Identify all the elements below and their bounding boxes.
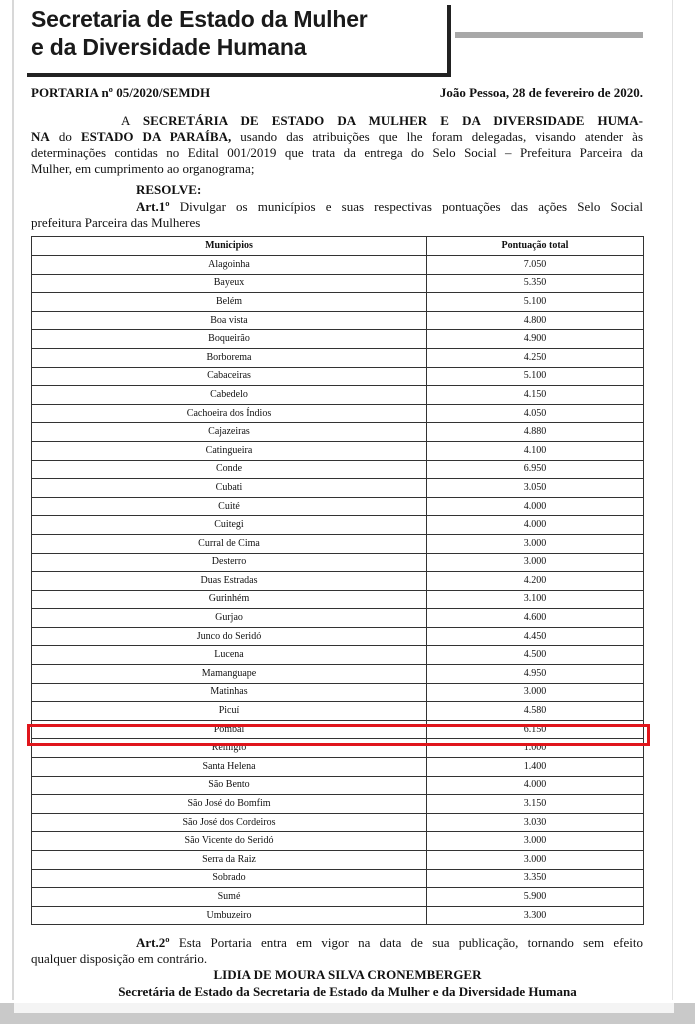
table-row xyxy=(32,832,644,851)
table-row xyxy=(32,795,644,814)
pontuacao-cell: 4.800 xyxy=(427,311,644,330)
municipio-cell: Cubati xyxy=(32,479,427,498)
municipio-cell: Santa Helena xyxy=(32,758,427,777)
municipio-cell: Cuitegi xyxy=(32,516,427,535)
pontuacao-cell: 3.000 xyxy=(427,851,644,870)
table-row xyxy=(32,386,644,405)
municipio-cell: Pombal xyxy=(32,720,427,739)
municipio-cell: Remigio xyxy=(32,739,427,758)
table-row xyxy=(32,479,644,498)
municipio-cell: Umbuzeiro xyxy=(32,906,427,925)
pontuacao-cell: 7.050 xyxy=(427,256,644,275)
pontuacao-cell: 5.350 xyxy=(427,274,644,293)
art1-line-2: prefeitura Parceira das Mulheres xyxy=(31,215,201,230)
table-header-row xyxy=(32,237,644,256)
pontuacao-cell: 4.900 xyxy=(427,330,644,349)
pontuacao-cell: 4.250 xyxy=(427,348,644,367)
pontuacao-cell: 4.000 xyxy=(427,516,644,535)
table-row xyxy=(32,869,644,888)
pontuacao-cell: 3.000 xyxy=(427,683,644,702)
portaria-number: PORTARIA nº 05/2020/SEMDH xyxy=(31,85,211,100)
table-row xyxy=(32,274,644,293)
municipio-cell: Boqueirão xyxy=(32,330,427,349)
pontuacao-cell: 3.350 xyxy=(427,869,644,888)
art1-line-1 xyxy=(31,199,643,215)
pontuacao-cell: 1.000 xyxy=(427,739,644,758)
municipio-cell: Cabedelo xyxy=(32,386,427,405)
pontuacao-cell: 3.000 xyxy=(427,534,644,553)
pontuacao-cell: 4.500 xyxy=(427,646,644,665)
municipio-cell: Cachoeira dos Índios xyxy=(32,404,427,423)
table-row xyxy=(32,534,644,553)
pontuacao-cell: 5.100 xyxy=(427,367,644,386)
art2-line-1 xyxy=(31,935,643,951)
pontuacao-cell: 4.000 xyxy=(427,776,644,795)
municipio-cell: Gurjao xyxy=(32,609,427,628)
municipio-cell: São Vicente do Seridó xyxy=(32,832,427,851)
table-row xyxy=(32,460,644,479)
pontuacao-cell: 4.950 xyxy=(427,665,644,684)
municipio-cell: Curral de Cima xyxy=(32,534,427,553)
table-row xyxy=(32,646,644,665)
intro-secretary-end: NA xyxy=(31,129,50,144)
pontuacao-cell: 4.150 xyxy=(427,386,644,405)
intro-line-1 xyxy=(31,113,643,129)
art2-text: Esta Portaria entra em vigor na data de sua publicação, tornando sem efeito xyxy=(169,935,643,950)
municipio-cell: Matinhas xyxy=(32,683,427,702)
art2-label: Art.2º xyxy=(136,935,170,950)
municipio-cell: Catingueira xyxy=(32,441,427,460)
table-row xyxy=(32,256,644,275)
municipio-cell: Bayeux xyxy=(32,274,427,293)
table-row xyxy=(32,776,644,795)
municipio-cell: Cajazeiras xyxy=(32,423,427,442)
municipio-cell: São Bento xyxy=(32,776,427,795)
municipio-cell: São José do Bomfim xyxy=(32,795,427,814)
pombal-highlight-box xyxy=(27,724,650,746)
signature-role: Secretária de Estado da Secretaria de Estado da Mulher e da Diversidade Humana xyxy=(118,984,577,999)
table-row xyxy=(32,627,644,646)
intro-text: A xyxy=(121,113,143,128)
municipio-cell: Gurinhém xyxy=(32,590,427,609)
table-row xyxy=(32,553,644,572)
municipio-cell: Boa vista xyxy=(32,311,427,330)
table-row xyxy=(32,702,644,721)
header-title xyxy=(31,5,451,61)
pontuacao-cell: 3.050 xyxy=(427,479,644,498)
table-row xyxy=(32,813,644,832)
resolve-heading: RESOLVE: xyxy=(136,182,202,197)
municipio-cell: Alagoinha xyxy=(32,256,427,275)
table-row xyxy=(32,758,644,777)
table-row xyxy=(32,609,644,628)
municipio-cell: Cuité xyxy=(32,497,427,516)
municipio-cell: Picuí xyxy=(32,702,427,721)
art1-label: Art.1º xyxy=(136,199,170,214)
intro-text: usando das atribuições que lhe foram delegadas, visando atender às xyxy=(231,129,644,144)
pontuacao-cell: 3.150 xyxy=(427,795,644,814)
header-title-line1: Secretaria de Estado da Mulher xyxy=(31,6,368,32)
municipio-cell: Serra da Raiz xyxy=(32,851,427,870)
art2-line-2: qualquer disposição em contrário. xyxy=(31,951,208,966)
art1-paragraph xyxy=(31,199,643,231)
table-row xyxy=(32,423,644,442)
signature-name: LIDIA DE MOURA SILVA CRONEMBERGER xyxy=(213,967,482,982)
intro-secretary: SECRETÁRIA DE ESTADO DA MULHER E DA DIVERSIDADE HUMA- xyxy=(142,113,644,128)
table-row xyxy=(32,516,644,535)
pontuacao-cell: 3.000 xyxy=(427,832,644,851)
table-row xyxy=(32,906,644,925)
pontuacao-cell: 4.100 xyxy=(427,441,644,460)
table-row xyxy=(32,311,644,330)
municipio-cell: Mamanguape xyxy=(32,665,427,684)
table-row xyxy=(32,348,644,367)
table-row xyxy=(32,293,644,312)
table-row xyxy=(32,888,644,907)
municipio-cell: São José dos Cordeiros xyxy=(32,813,427,832)
page-edge-left xyxy=(12,0,14,1000)
pontuacao-cell: 3.100 xyxy=(427,590,644,609)
viewer-bottom-strip xyxy=(14,1003,674,1013)
intro-state: ESTADO DA PARAÍBA, xyxy=(80,129,232,144)
art2-paragraph xyxy=(31,935,643,967)
municipio-cell: Cabaceiras xyxy=(32,367,427,386)
header-title-line2: e da Diversidade Humana xyxy=(31,34,307,60)
municipio-cell: Duas Estradas xyxy=(32,572,427,591)
intro-paragraph xyxy=(31,113,643,177)
table-row xyxy=(32,441,644,460)
table-row xyxy=(32,851,644,870)
pontuacao-cell: 4.880 xyxy=(427,423,644,442)
table-row xyxy=(32,590,644,609)
pontuacao-cell: 4.000 xyxy=(427,497,644,516)
scores-table xyxy=(31,236,644,925)
table-row xyxy=(32,665,644,684)
pontuacao-cell: 3.300 xyxy=(427,906,644,925)
pontuacao-cell: 3.030 xyxy=(427,813,644,832)
table-row xyxy=(32,572,644,591)
portaria-date: João Pessoa, 28 de fevereiro de 2020. xyxy=(439,85,643,100)
pontuacao-cell: 4.580 xyxy=(427,702,644,721)
municipio-cell: Belém xyxy=(32,293,427,312)
intro-line-2 xyxy=(31,129,643,145)
table-row xyxy=(32,683,644,702)
header-rule xyxy=(455,32,643,38)
table-row xyxy=(32,330,644,349)
pontuacao-cell: 6.950 xyxy=(427,460,644,479)
municipio-cell: Sobrado xyxy=(32,869,427,888)
pontuacao-cell: 4.200 xyxy=(427,572,644,591)
pontuacao-cell: 6.150 xyxy=(427,720,644,739)
pontuacao-cell: 5.100 xyxy=(427,293,644,312)
column-header-pontuacao: Pontuação total xyxy=(427,237,644,256)
pontuacao-cell: 4.450 xyxy=(427,627,644,646)
table-row xyxy=(32,367,644,386)
municipio-cell: Desterro xyxy=(32,553,427,572)
pontuacao-cell: 5.900 xyxy=(427,888,644,907)
municipio-cell: Lucena xyxy=(32,646,427,665)
column-header-municipios: Municipios xyxy=(32,237,427,256)
pontuacao-cell: 1.400 xyxy=(427,758,644,777)
pontuacao-cell: 4.600 xyxy=(427,609,644,628)
intro-line-3: determinações contidas no Edital 001/2019 que trata da entrega do Selo Social – Prefeitura Parceira da xyxy=(31,145,643,160)
table-row xyxy=(32,497,644,516)
pontuacao-cell: 3.000 xyxy=(427,553,644,572)
municipio-cell: Borborema xyxy=(32,348,427,367)
intro-text: do xyxy=(49,129,81,144)
municipio-cell: Sumé xyxy=(32,888,427,907)
municipio-cell: Conde xyxy=(32,460,427,479)
art1-text: Divulgar os municípios e suas respectivas pontuações das ações Selo Social xyxy=(169,199,643,214)
page-edge-right xyxy=(672,0,673,1000)
municipio-cell: Junco do Seridó xyxy=(32,627,427,646)
table-row xyxy=(32,404,644,423)
intro-line-4: Mulher, em cumprimento ao organograma; xyxy=(31,161,255,176)
pontuacao-cell: 4.050 xyxy=(427,404,644,423)
